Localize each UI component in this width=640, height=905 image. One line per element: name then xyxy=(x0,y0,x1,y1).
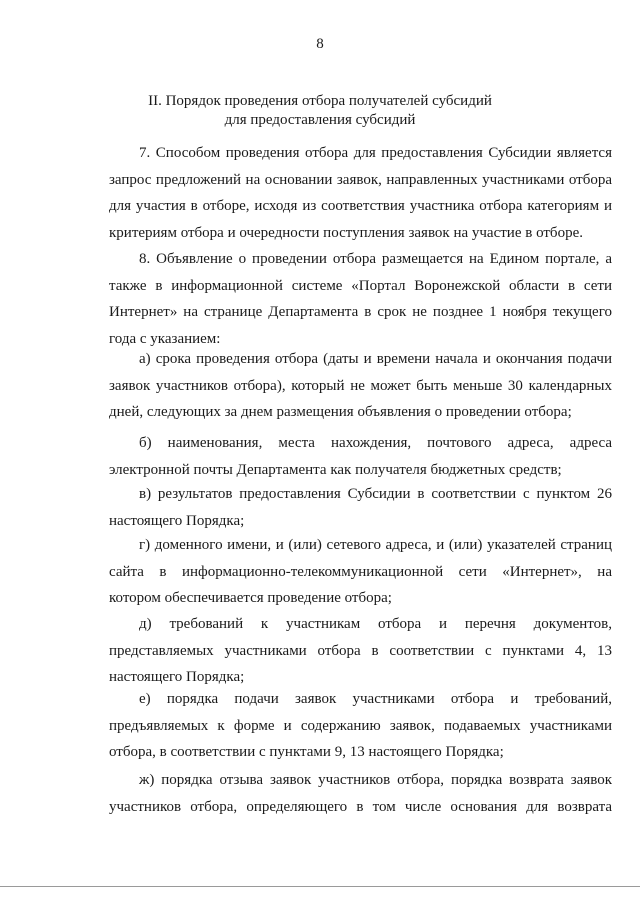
paragraph-line: представляемых участниками отбора в соответствии с пунктами 4, 13 xyxy=(109,642,612,659)
list-item-e xyxy=(109,686,612,766)
paragraph-line: сайта в информационно-телекоммуникационной сети «Интернет», на xyxy=(109,563,612,580)
paragraph-line: в) результатов предоставления Субсидии в соответствии с пунктом 26 xyxy=(139,486,612,502)
paragraph-line: ж) порядка отзыва заявок участников отбора, порядка возврата заявок xyxy=(139,772,612,788)
paragraph-line: настоящего Порядка; xyxy=(109,669,245,685)
paragraph-line: предъявляемых к форме и содержанию заявок, подаваемых участниками xyxy=(109,717,612,734)
paragraph-line: электронной почты Департамента как получателя бюджетных средств; xyxy=(109,461,562,478)
paragraph-8 xyxy=(109,246,612,352)
list-item-zh xyxy=(109,767,612,820)
paragraph-line: 8. Объявление о проведении отбора размещается на Едином портале, а xyxy=(139,251,612,267)
paragraph-line: Интернет» на странице Департамента в срок не позднее 1 ноября текущего xyxy=(109,304,612,320)
paragraph-line: года с указанием: xyxy=(109,330,221,347)
section-heading-line-2: для предоставления субсидий xyxy=(224,112,416,128)
paragraph-line: дней, следующих за днем размещения объявления о проведении отбора; xyxy=(109,404,572,420)
paragraph-line: г) доменного имени, и (или) сетевого адреса, и (или) указателей страниц xyxy=(139,537,612,553)
paragraph-7 xyxy=(109,140,612,246)
paragraph-line: также в информационной системе «Портал Воронежской области в сети xyxy=(109,277,612,294)
list-item-a xyxy=(109,346,612,426)
scan-bottom-edge xyxy=(0,886,640,887)
section-heading xyxy=(120,92,520,130)
page-number: 8 xyxy=(316,36,324,52)
paragraph-line: отбора, в соответствии с пунктами 9, 13 настоящего Порядка; xyxy=(109,744,504,760)
paragraph-line: а) срока проведения отбора (даты и времени начала и окончания подачи xyxy=(139,351,612,367)
list-item-v xyxy=(109,481,612,534)
list-item-b xyxy=(109,430,612,483)
list-item-d xyxy=(109,611,612,691)
section-heading-line-1: II. Порядок проведения отбора получателей субсидий xyxy=(148,93,492,109)
paragraph-line: д) требований к участникам отбора и перечня документов, xyxy=(139,616,612,632)
paragraph-line: заявок участников отбора), который не может быть меньше 30 календарных xyxy=(109,377,612,394)
paragraph-line: для участия в отборе, исходя из соответствия участника отбора категориям и xyxy=(109,198,612,214)
paragraph-line: запрос предложений на основании заявок, направленных участниками отбора xyxy=(109,171,612,188)
paragraph-line: е) порядка подачи заявок участниками отбора и требований, xyxy=(139,691,612,707)
paragraph-line: 7. Способом проведения отбора для предоставления Субсидии является xyxy=(139,145,612,161)
paragraph-line: участников отбора, определяющего в том числе основания для возврата xyxy=(109,798,612,815)
paragraph-line: котором обеспечивается проведение отбора; xyxy=(109,590,392,606)
paragraph-line: критериям отбора и очередности поступления заявок на участие в отборе. xyxy=(109,224,583,241)
list-item-g xyxy=(109,532,612,612)
paragraph-line: настоящего Порядка; xyxy=(109,512,245,529)
paragraph-line: б) наименования, места нахождения, почтового адреса, адреса xyxy=(139,435,612,451)
